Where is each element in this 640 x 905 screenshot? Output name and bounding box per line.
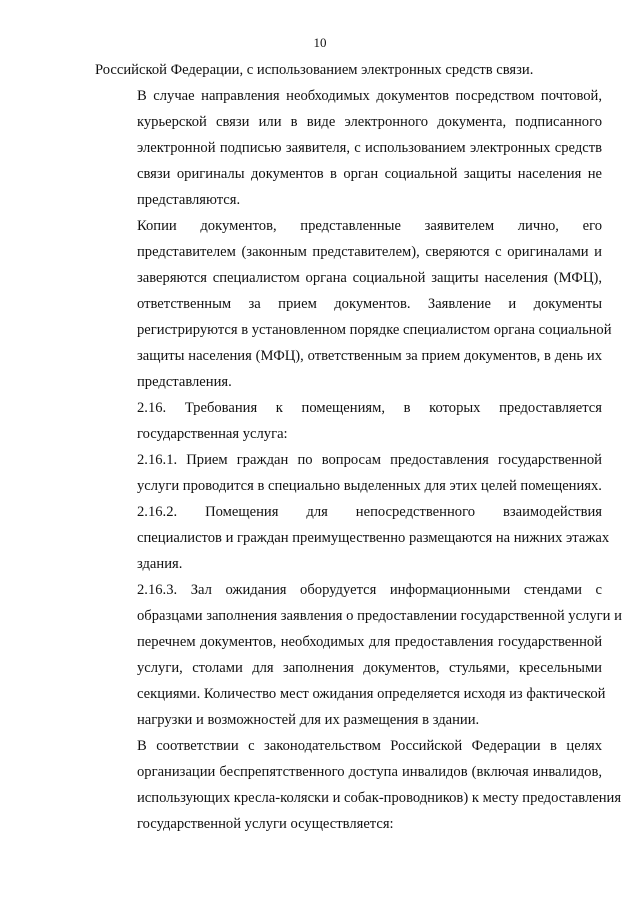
text-line: секциями. Количество мест ожидания определяется исходя из фактической [137, 686, 606, 702]
page-number: 10 [313, 35, 327, 50]
paragraph [95, 733, 622, 837]
text-line: защиты населения (МФЦ), ответственным за прием документов, в день их [137, 348, 602, 364]
paragraph [95, 499, 610, 577]
text-line: услуги проводится в специально выделенных для этих целей помещениях. [137, 478, 602, 494]
text-line: государственная услуга: [137, 426, 288, 442]
text-line: нагрузки и возможностей для их размещения в здании. [137, 712, 480, 728]
text-line: курьерской связи или в виде электронного документа, подписанного [137, 114, 602, 130]
text-line: связи оригиналы документов в орган социальной защиты населения не [137, 166, 602, 182]
document-body [95, 57, 622, 837]
text-line: представителем (законным представителем), сверяются с оригиналами и [137, 244, 602, 260]
text-line: заверяются специалистом органа социальной защиты населения (МФЦ), [137, 270, 602, 286]
paragraph [95, 577, 622, 733]
text-line: образцами заполнения заявления о предоставлении государственной услуги и [137, 608, 622, 624]
paragraph [95, 213, 612, 395]
text-line: услуги, столами для заполнения документов, стульями, кресельными [137, 660, 602, 676]
text-line: Российской Федерации, с использованием электронных средств связи. [95, 62, 534, 78]
paragraph [95, 83, 602, 213]
text-line: использующих кресла-коляски и собак-проводников) к месту предоставления [137, 790, 622, 806]
text-line: представления. [137, 374, 232, 390]
text-line: 2.16.2. Помещения для непосредственного взаимодействия [137, 504, 602, 520]
text-line: В соответствии с законодательством Российской Федерации в целях [137, 738, 602, 754]
text-line: здания. [137, 556, 183, 572]
text-line: представляются. [137, 192, 241, 208]
text-line: ответственным за прием документов. Заявление и документы [137, 296, 602, 312]
text-line: регистрируются в установленном порядке специалистом органа социальной [137, 322, 612, 338]
text-line: перечнем документов, необходимых для предоставления государственной [137, 634, 602, 650]
paragraph [95, 447, 602, 499]
text-line: электронной подписью заявителя, с использованием электронных средств [137, 140, 602, 156]
text-line: 2.16.1. Прием граждан по вопросам предоставления государственной [137, 452, 602, 468]
text-line: организации беспрепятственного доступа инвалидов (включая инвалидов, [137, 764, 602, 780]
text-line: государственной услуги осуществляется: [137, 816, 394, 832]
text-line: 2.16. Требования к помещениям, в которых предоставляется [137, 400, 602, 416]
text-line: 2.16.3. Зал ожидания оборудуется информационными стендами с [137, 582, 602, 598]
text-line: Копии документов, представленные заявителем лично, его [137, 218, 602, 234]
text-line: В случае направления необходимых документов посредством почтовой, [137, 88, 602, 104]
paragraph [95, 57, 602, 83]
paragraph [95, 395, 602, 447]
text-line: специалистов и граждан преимущественно размещаются на нижних этажах [137, 530, 610, 546]
